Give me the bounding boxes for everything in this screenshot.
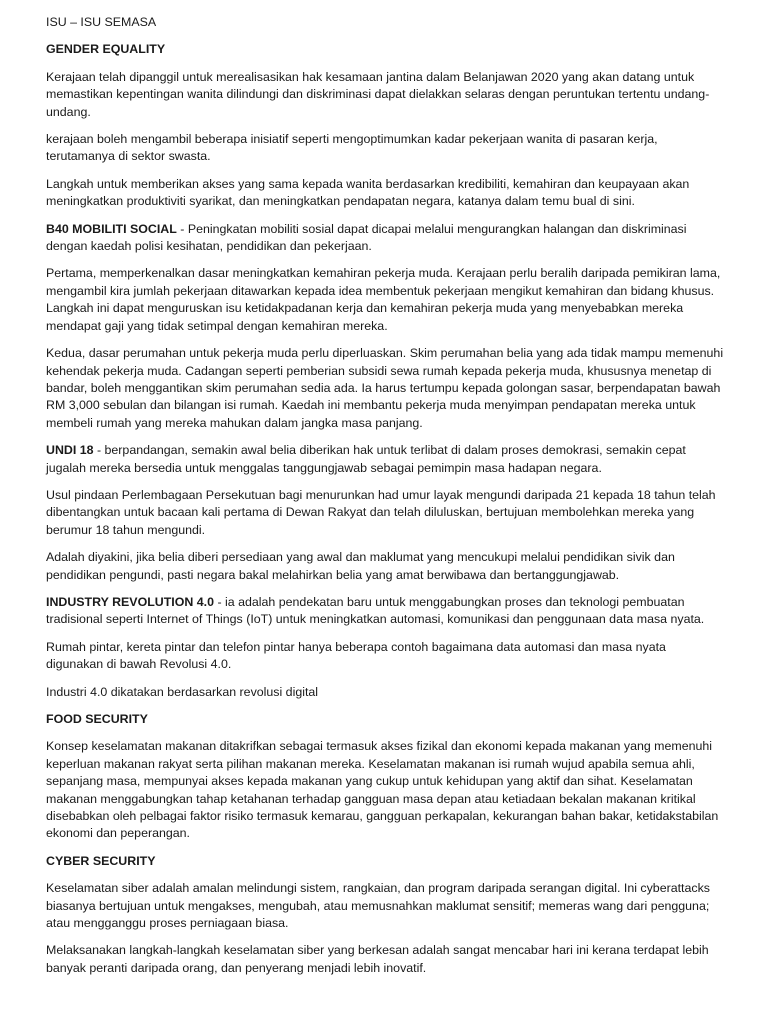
heading-undi-18: UNDI 18 <box>46 443 94 458</box>
heading-industry-revolution: INDUSTRY REVOLUTION 4.0 <box>46 594 214 609</box>
paragraph: Pertama, memperkenalkan dasar meningkatkan kemahiran pekerja muda. Kerajaan perlu beralih daripada pemikiran lama, mengambil kira jumlah pekerjaan ditawarkan kepada idea membentuk pekerjaan mengikut kemahiran dan bidang khusus. Langkah ini dapat menguruskan isu ketidakpadanan kerja dan kemahiran pekerja muda yang menyebabkan mereka mendapat gaji yang tidak setimpal dengan kemahiran mereka. <box>46 266 721 333</box>
section-undi-18 <box>46 442 726 477</box>
heading-b40-mobiliti-social: B40 MOBILITI SOCIAL <box>46 221 177 236</box>
section-intro: - ia adalah pendekatan baru untuk menggabungkan proses dan teknologi pembuatan tradisional seperti Internet of Things (IoT) untuk meningkatkan automasi, komunikasi dan penggunaan data masa nyata. <box>46 594 705 627</box>
heading-gender-equality: GENDER EQUALITY <box>46 42 166 57</box>
document-title: ISU – ISU SEMASA <box>46 15 157 29</box>
paragraph: Langkah untuk memberikan akses yang sama kepada wanita berdasarkan kredibiliti, kemahiran dan keupayaan akan meningkatkan produktiviti syarikat, dan meningkatkan pendapatan negara, katanya dalam temu bual di sini. <box>46 176 690 209</box>
section-intro: - Peningkatan mobiliti sosial dapat dicapai melalui mengurangkan halangan dan diskriminasi dengan kaedah polisi kesihatan, pendidikan dan pekerjaan. <box>46 221 687 254</box>
document-page <box>46 14 726 987</box>
paragraph: Industri 4.0 dikatakan berdasarkan revolusi digital <box>46 684 319 699</box>
paragraph: Keselamatan siber adalah amalan melindungi sistem, rangkaian, dan program daripada serangan digital. Ini cyberattacks biasanya bertujuan untuk mengakses, mengubah, atau memusnahkan maklumat sensitif; memeras wang dari pengguna; atau mengganggu proses perniagaan biasa. <box>46 881 710 931</box>
paragraph: Kerajaan telah dipanggil untuk merealisasikan hak kesamaan jantina dalam Belanjawan 2020 yang akan datang untuk memastikan kepentingan wanita dilindungi dan diskriminasi dapat dielakkan selaras dengan peruntukan tertentu undang-undang. <box>46 69 710 119</box>
paragraph: Usul pindaan Perlembagaan Persekutuan bagi menurunkan had umur layak mengundi daripada 21 kepada 18 tahun telah dibentangkan untuk bacaan kali pertama di Dewan Rakyat dan telah diluluskan, bertujuan membolehkan mereka yang berumur 18 tahun mengundi. <box>46 487 716 537</box>
paragraph: Adalah diyakini, jika belia diberi persediaan yang awal dan maklumat yang mencukupi melalui pendidikan sivik dan pendidikan pengundi, pasti negara bakal melahirkan belia yang amat berwibawa dan bertanggungjawab. <box>46 550 675 582</box>
heading-cyber-security: CYBER SECURITY <box>46 853 156 868</box>
section-b40 <box>46 221 726 256</box>
paragraph: Kedua, dasar perumahan untuk pekerja muda perlu diperluaskan. Skim perumahan belia yang ada tidak mampu memenuhi kehendak pekerja muda. Cadangan seperti pemberian subsidi sewa rumah kepada pekerja muda, khususnya menetap di bandar, boleh menggantikan skim perumahan sedia ada. Ia harus tertumpu kepada golongan sasar, berpendapatan bawah RM 3,000 sebulan dan bilangan isi rumah. Kaedah ini membantu pekerja muda menyimpan pendapatan mereka untuk membeli rumah yang mereka mahukan dalam jangka masa panjang. <box>46 346 724 430</box>
section-industry-revolution <box>46 594 726 629</box>
paragraph: Rumah pintar, kereta pintar dan telefon pintar hanya beberapa contoh bagaimana data automasi dan masa nyata digunakan di bawah Revolusi 4.0. <box>46 639 666 672</box>
heading-food-security: FOOD SECURITY <box>46 712 148 726</box>
paragraph: Konsep keselamatan makanan ditakrifkan sebagai termasuk akses fizikal dan ekonomi kepada makanan yang memenuhi keperluan makanan rakyat serta pilihan makanan mereka. Keselamatan makanan isi rumah wujud apabila semua ahli, sepanjang masa, mempunyai akses kepada makanan yang cukup untuk kehidupan yang aktif dan sihat. Keselamatan makanan menggabungkan tahap ketahanan terhadap gangguan masa depan atau ketiadaan bekalan makanan kritikal disebabkan oleh pelbagai faktor risiko termasuk kemarau, gangguan perkapalan, kekurangan bahan bakar, ketidakstabilan ekonomi dan peperangan. <box>46 739 719 841</box>
section-intro: - berpandangan, semakin awal belia diberikan hak untuk terlibat di dalam proses demokrasi, semakin cepat jugalah mereka bersedia untuk menggalas tanggungjawab sebagai pemimpin masa hadapan negara. <box>46 443 686 475</box>
paragraph: kerajaan boleh mengambil beberapa inisiatif seperti mengoptimumkan kadar pekerjaan wanita di pasaran kerja, terutamanya di sektor swasta. <box>46 132 658 164</box>
paragraph: Melaksanakan langkah-langkah keselamatan siber yang berkesan adalah sangat mencabar hari ini kerana terdapat lebih banyak peranti daripada orang, dan penyerang menjadi lebih inovatif. <box>46 943 709 975</box>
